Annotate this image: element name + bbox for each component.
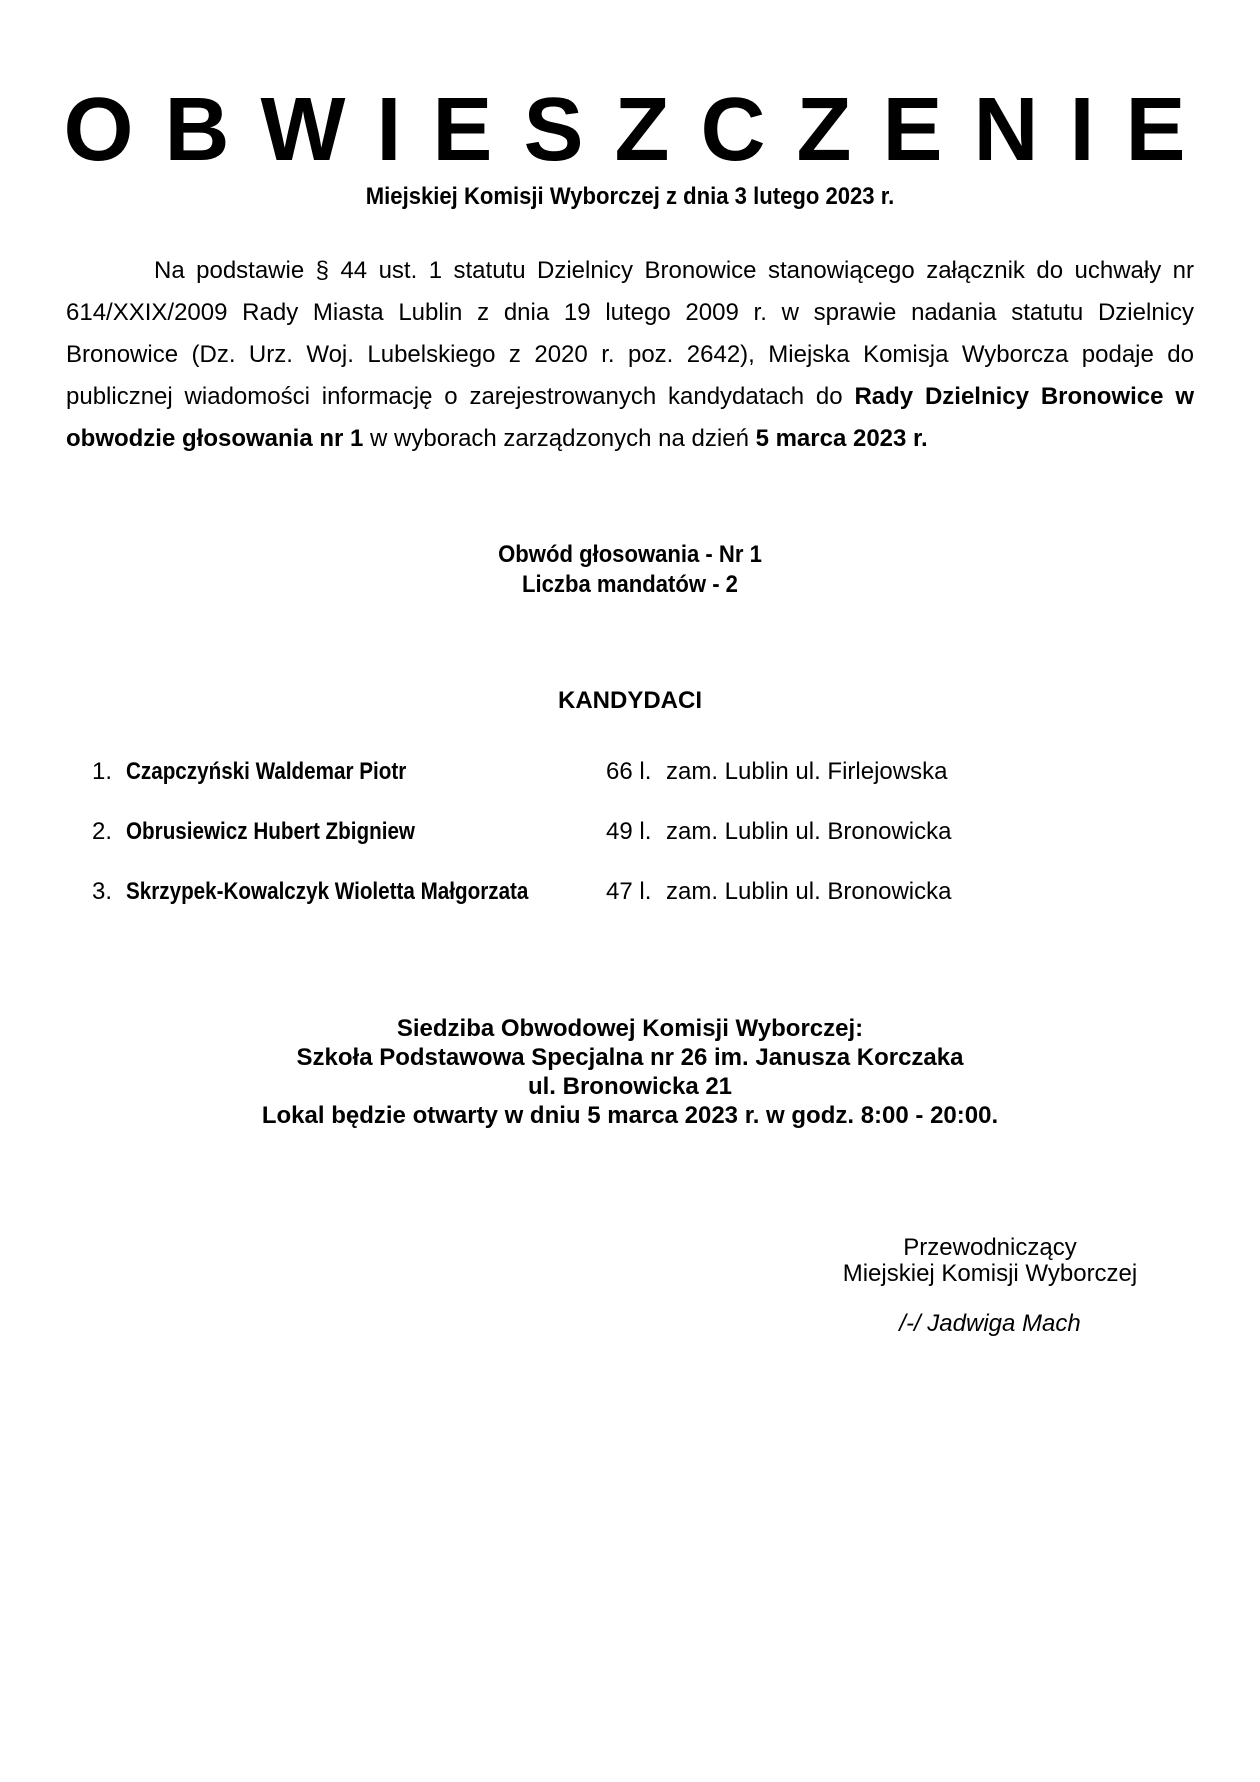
intro-text-2: w wyborach zarządzonych na dzień — [363, 425, 756, 452]
venue-address: ul. Bronowicka 21 — [527, 1073, 733, 1100]
candidate-age: 47 l. — [606, 878, 652, 905]
candidate-address: zam. Lublin ul. Bronowicka — [666, 878, 952, 905]
signature-role-2: Miejskiej Komisji Wyborczej — [842, 1260, 1138, 1287]
candidate-age: 49 l. — [606, 818, 652, 845]
candidate-address: zam. Lublin ul. Bronowicka — [666, 818, 952, 845]
candidate-address: zam. Lublin ul. Firlejowska — [666, 758, 948, 785]
venue-name: Szkoła Podstawowa Specjalna nr 26 im. Janusza Korczaka — [296, 1044, 964, 1071]
district-number: Obwód głosowania - Nr 1 — [498, 541, 762, 568]
signature-role-1: Przewodniczący — [903, 1234, 1077, 1261]
intro-paragraph — [66, 250, 1194, 460]
intro-text-1: Na podstawie § 44 ust. 1 statutu Dzielnicy Bronowice stanowiącego załącznik do uchwały nr 614/XXIX/2009 Rady Miasta Lublin z dnia 19 lutego 2009 r. w sprawie nadania statutu Dzielnicy Bronowice (Dz. Urz. Woj. Lubelskiego z 2020 r. poz. 2642), Miejska Komisja Wyborcza podaje do publicznej wiadomości informację o zarejestrowanych kandydatach do — [66, 257, 1194, 410]
candidate-number: 2. — [92, 818, 113, 845]
intro-bold-1: Rady Dzielnicy Bronowice w obwodzie głosowania nr 1 — [66, 383, 1194, 452]
candidate-age: 66 l. — [606, 758, 652, 785]
candidate-number: 1. — [92, 758, 113, 785]
mandate-count: Liczba mandatów - 2 — [522, 571, 738, 598]
polling-venue — [0, 1014, 1260, 1130]
candidates-heading: KANDYDACI — [558, 687, 702, 714]
candidate-row — [92, 757, 1092, 817]
candidate-number: 3. — [92, 878, 113, 905]
signature-block — [820, 1235, 1160, 1337]
candidates-list — [92, 757, 1092, 937]
candidate-name: Obrusiewicz Hubert Zbigniew — [126, 818, 416, 845]
candidate-row — [92, 817, 1092, 877]
venue-hours: Lokal będzie otwarty w dniu 5 marca 2023 r. w godz. 8:00 - 20:00. — [261, 1102, 999, 1129]
candidate-name: Skrzypek-Kowalczyk Wioletta Małgorzata — [126, 878, 529, 905]
signature-name: /-/ Jadwiga Mach — [899, 1310, 1081, 1337]
document-subtitle: Miejskiej Komisji Wyborczej z dnia 3 lutego 2023 r. — [365, 183, 895, 210]
document-title: OBWIESZCZENIE — [63, 80, 1217, 180]
candidate-row — [92, 877, 1092, 937]
candidate-name: Czapczyński Waldemar Piotr — [126, 758, 407, 785]
venue-heading: Siedziba Obwodowej Komisji Wyborczej: — [396, 1015, 864, 1042]
district-info — [0, 540, 1260, 600]
intro-bold-2: 5 marca 2023 r. — [755, 425, 928, 452]
